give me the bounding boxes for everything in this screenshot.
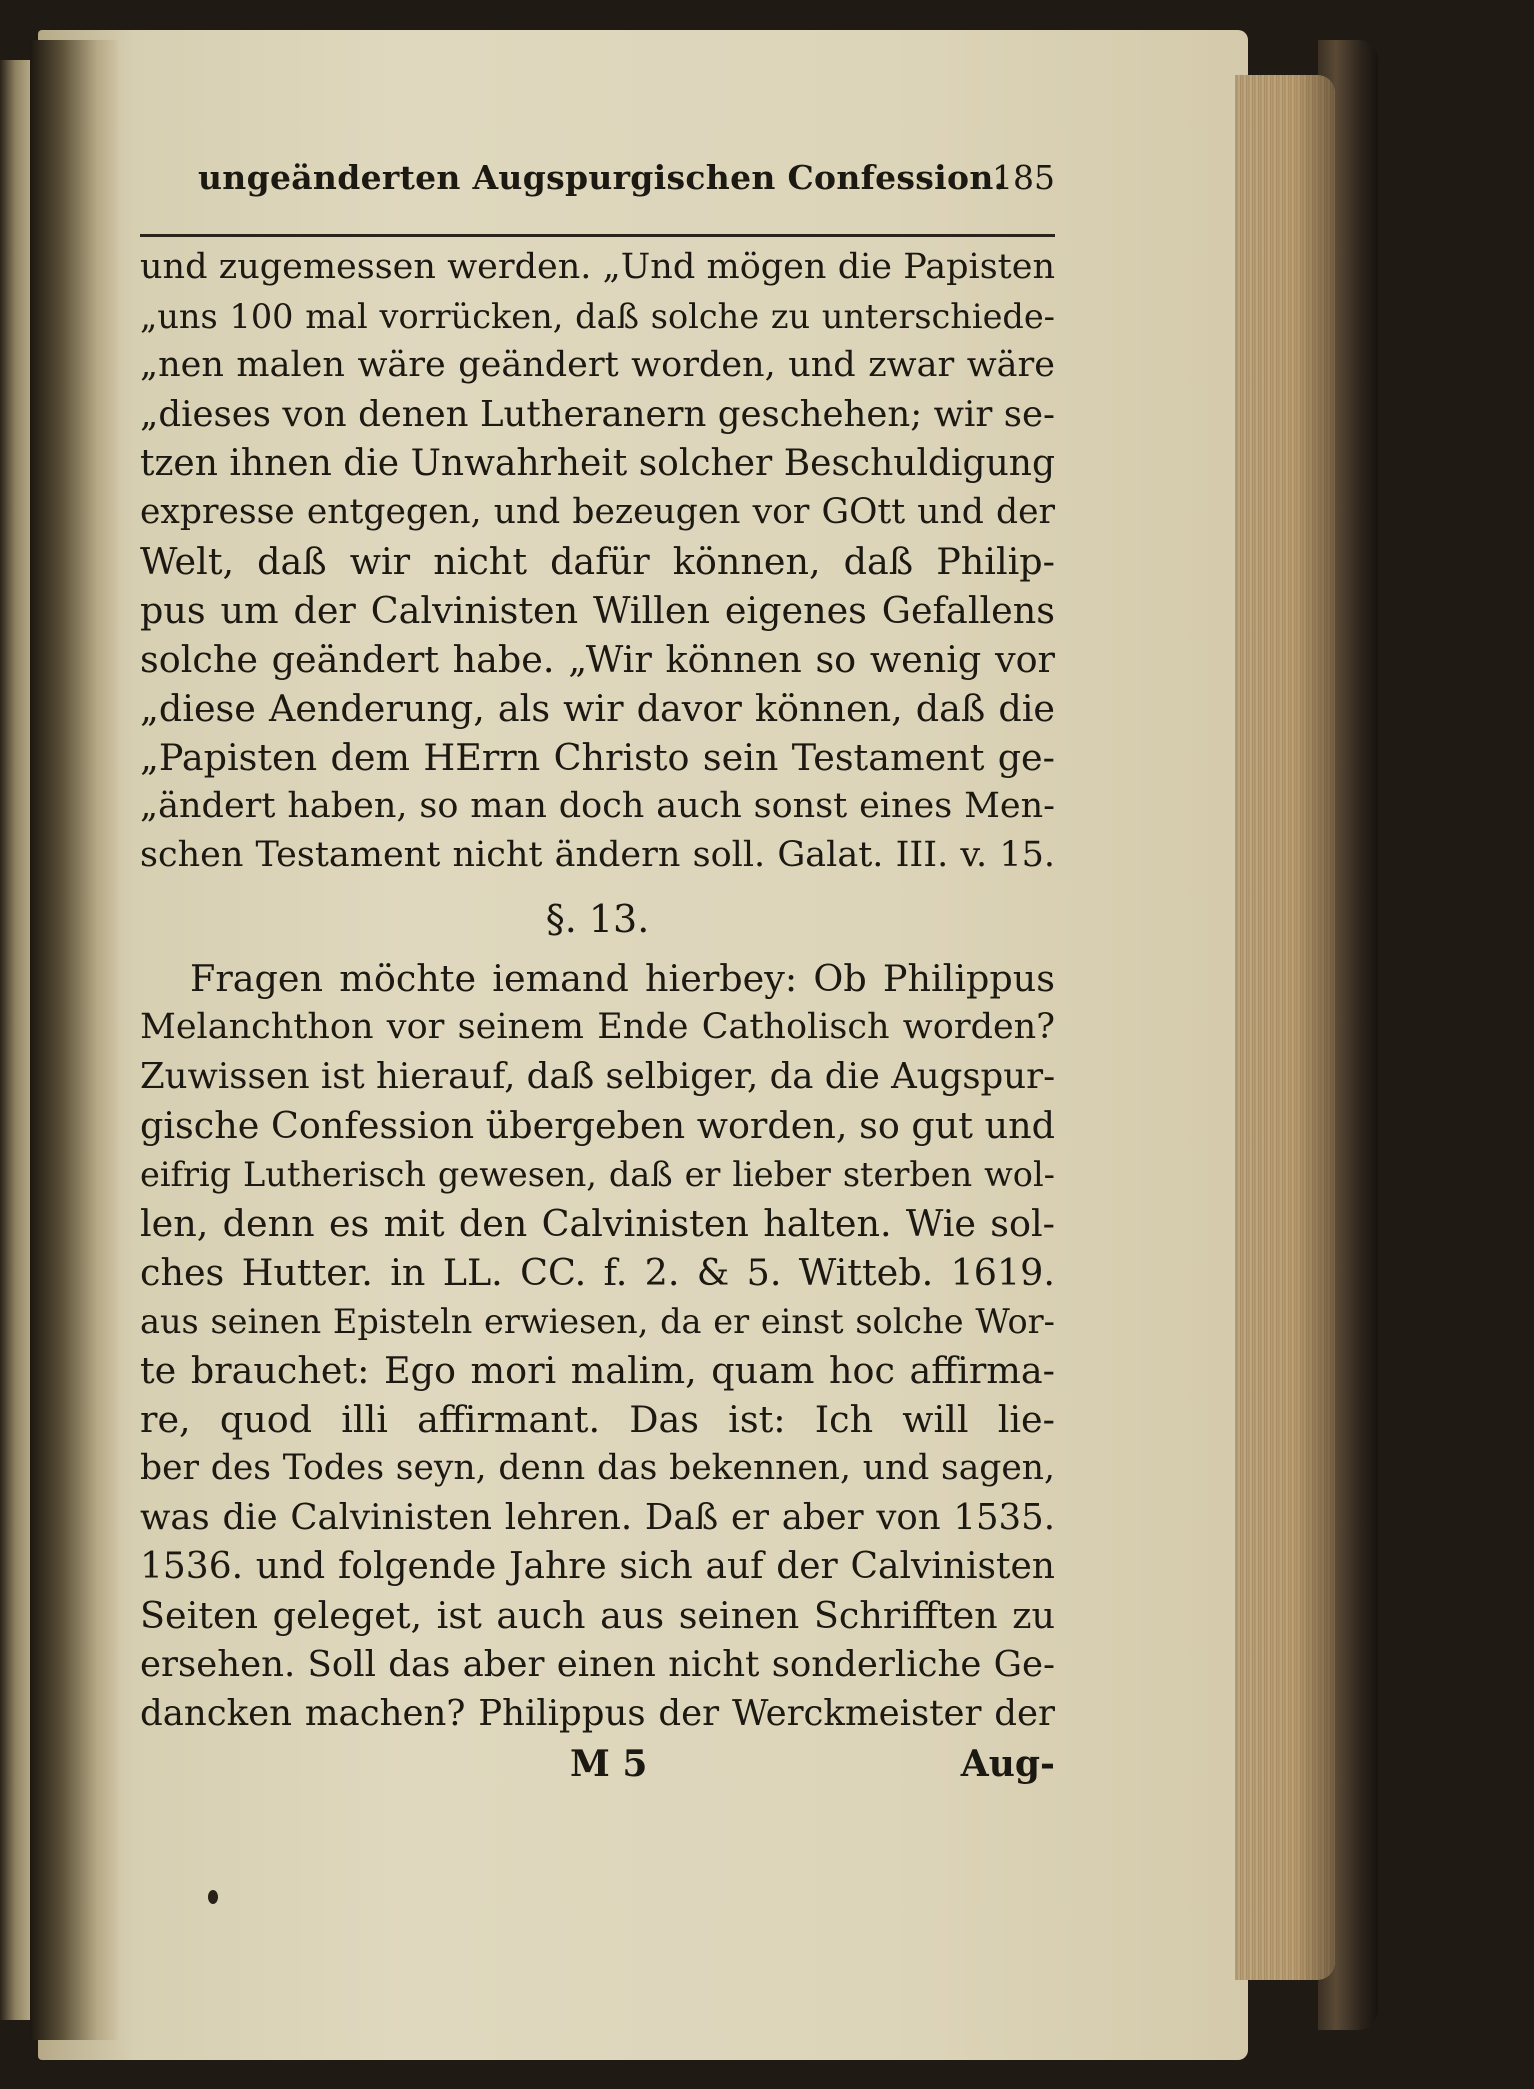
text-line: eifrig Lutherisch gewesen, daß er lieber sterben wol- xyxy=(140,1155,1055,1194)
text-line: 1536. und folgende Jahre sich auf der Calvinisten xyxy=(140,1546,1055,1587)
text-line: Melanchthon vor seinem Ende Catholisch worden? xyxy=(140,1007,1055,1047)
text-line: ches Hutter. in LL. CC. f. 2. & 5. Witteb. 1619. xyxy=(140,1251,1055,1294)
text-line: „uns 100 mal vorrücken, daß solche zu unterschiede- xyxy=(140,297,1055,336)
text-line: „nen malen wäre geändert worden, und zwar wäre xyxy=(140,345,1055,385)
section-heading: §. 13. xyxy=(545,897,650,941)
text-line: ersehen. Soll das aber einen nicht sonderliche Ge- xyxy=(140,1644,1055,1685)
body-text xyxy=(140,243,1055,1790)
text-line: was die Calvinisten lehren. Daß er aber von 1535. xyxy=(140,1497,1055,1538)
text-line: Seiten geleget, ist auch aus seinen Schrifften zu xyxy=(140,1594,1055,1637)
text-line: ber des Todes seyn, denn das bekennen, und sagen, xyxy=(140,1448,1055,1488)
text-line: schen Testament nicht ändern soll. Galat. III. v. 15. xyxy=(140,835,1055,875)
header-rule xyxy=(140,234,1055,237)
text-line: re, quod illi affirmant. Das ist: Ich will lie- xyxy=(140,1398,1055,1441)
text-line: gische Confession übergeben worden, so gut und xyxy=(140,1104,1055,1147)
text-line: aus seinen Episteln erwiesen, da er einst solche Wor- xyxy=(140,1302,1055,1341)
text-line: te brauchet: Ego mori malim, quam hoc affirma- xyxy=(140,1349,1055,1392)
text-line: und zugemessen werden. „Und mögen die Papisten xyxy=(140,247,1055,287)
ink-spot xyxy=(208,1890,218,1904)
signature-mark: M 5 xyxy=(570,1743,648,1785)
running-header xyxy=(140,138,1055,196)
text-line: solche geändert habe. „Wir können so wenig vor xyxy=(140,638,1055,681)
text-line: dancken machen? Philippus der Werckmeister der xyxy=(140,1693,1055,1734)
text-line: „dieses von denen Lutheranern geschehen; wir se- xyxy=(140,394,1055,435)
page-number: 185 xyxy=(992,158,1055,197)
text-block xyxy=(140,138,1055,1785)
text-line: „diese Aenderung, als wir davor können, daß die xyxy=(140,687,1055,730)
text-line: tzen ihnen die Unwahrheit solcher Beschuldigung xyxy=(140,443,1055,484)
gutter-shadow xyxy=(30,40,120,2040)
text-line: „Papisten dem HErrn Christo sein Testament ge- xyxy=(140,736,1055,779)
catchword: Aug- xyxy=(960,1743,1055,1785)
page-edges xyxy=(1235,75,1335,1980)
text-line: pus um der Calvinisten Willen eigenes Gefallens xyxy=(140,589,1055,632)
text-line: expresse entgegen, und bezeugen vor GOtt und der xyxy=(140,492,1055,532)
running-title: ungeänderten Augspurgischen Confession. xyxy=(198,158,1006,197)
text-line: Zuwissen ist hierauf, daß selbiger, da die Augspur- xyxy=(140,1056,1055,1097)
page-footer xyxy=(140,1738,1055,1790)
text-line: len, denn es mit den Calvinisten halten. Wie sol- xyxy=(140,1202,1055,1245)
text-line: Welt, daß wir nicht dafür können, daß Philip- xyxy=(140,540,1055,583)
text-line: Fragen möchte iemand hierbey: Ob Philippus xyxy=(190,957,1055,1000)
text-line: „ändert haben, so man doch auch sonst eines Men- xyxy=(140,786,1055,826)
